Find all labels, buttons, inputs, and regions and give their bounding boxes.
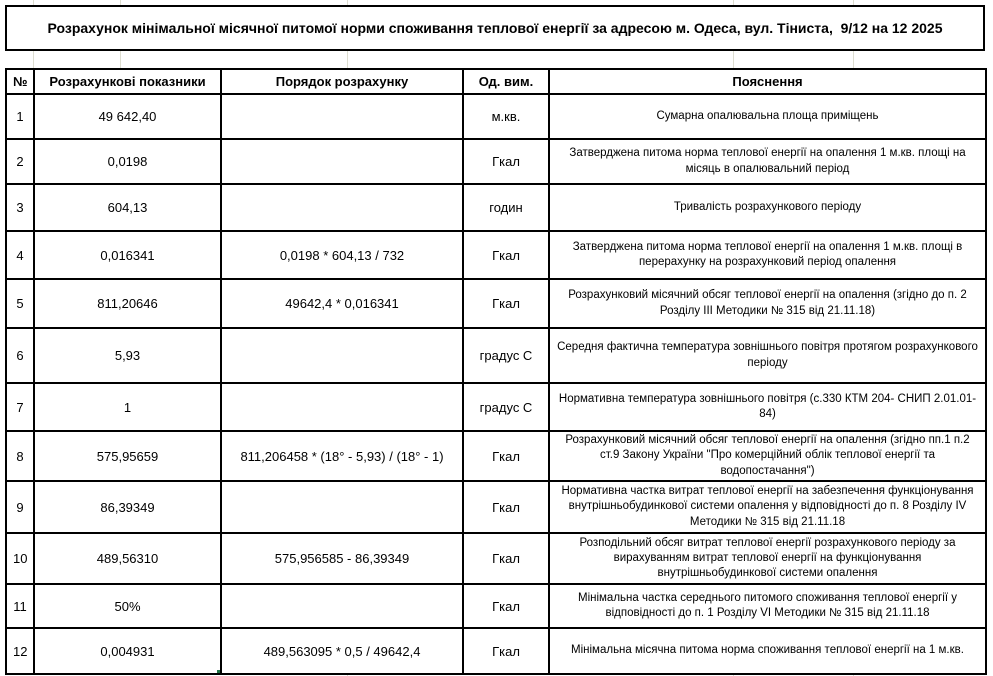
- cell-value[interactable]: 86,39349: [34, 481, 221, 533]
- table-header-row: [6, 69, 986, 94]
- cell-number[interactable]: 3: [6, 184, 34, 231]
- cell-unit[interactable]: м.кв.: [463, 94, 549, 139]
- sheet-title: Розрахунок мінімальної місячної питомої норми споживання теплової енергії за адресою м. Одеса, вул. Тіниста, 9/12 на 12 2025: [47, 20, 943, 36]
- cell-number[interactable]: 8: [6, 431, 34, 481]
- cell-text: 0,004931: [100, 643, 155, 659]
- cell-value[interactable]: 604,13: [34, 184, 221, 231]
- cell-value[interactable]: 0,016341: [34, 231, 221, 279]
- fill-handle-icon[interactable]: [216, 669, 221, 674]
- cell-formula[interactable]: [221, 383, 463, 431]
- cell-note[interactable]: Затверджена питома норма теплової енергії на опалення 1 м.кв. площі в перерахунку на розрахунковий період опалення: [549, 231, 986, 279]
- cell-note[interactable]: Нормативна частка витрат теплової енергії на забезпечення функціонування внутрішньобудинкової системи опалення у відповідності до п. 8 Розділу IV Методики № 315 від 21.11.18: [549, 481, 986, 533]
- cell-unit[interactable]: градус С: [463, 383, 549, 431]
- cell-value[interactable]: 1: [34, 383, 221, 431]
- cell-number[interactable]: 7: [6, 383, 34, 431]
- cell-formula[interactable]: [221, 584, 463, 628]
- header-procedure: Порядок розрахунку: [221, 69, 463, 94]
- cell-note[interactable]: Середня фактична температура зовнішнього повітря протягом розрахункового періоду: [549, 328, 986, 383]
- header-explanation: Пояснення: [549, 69, 986, 94]
- table-row: [6, 328, 986, 383]
- cell-number[interactable]: 4: [6, 231, 34, 279]
- cell-note[interactable]: Розподільний обсяг витрат теплової енергії розрахункового періоду за вирахуванням витрат теплової енергії на функціонування внутрішньобудинкової системи опалення: [549, 533, 986, 584]
- cell-unit[interactable]: Гкал: [463, 279, 549, 328]
- table-row: [6, 184, 986, 231]
- cell-unit[interactable]: градус С: [463, 328, 549, 383]
- cell-formula[interactable]: 575,956585 - 86,39349: [221, 533, 463, 584]
- cell-formula[interactable]: 811,206458 * (18° - 5,93) / (18° - 1): [221, 431, 463, 481]
- cell-number[interactable]: 1: [6, 94, 34, 139]
- cell-number[interactable]: 2: [6, 139, 34, 184]
- sheet-title-cell[interactable]: [5, 5, 985, 51]
- cell-number[interactable]: 11: [6, 584, 34, 628]
- cell-value[interactable]: 50%: [34, 584, 221, 628]
- cell-formula[interactable]: [221, 139, 463, 184]
- cell-unit[interactable]: годин: [463, 184, 549, 231]
- cell-number[interactable]: 6: [6, 328, 34, 383]
- header-number: №: [6, 69, 34, 94]
- cell-note[interactable]: Мінімальна частка середнього питомого споживання теплової енергії у відповідності до п. 1 Розділу VI Методики № 315 від 21.11.18: [549, 584, 986, 628]
- header-unit: Од. вим.: [463, 69, 549, 94]
- table-row: [6, 584, 986, 628]
- cell-formula[interactable]: 0,0198 * 604,13 / 732: [221, 231, 463, 279]
- cell-formula[interactable]: [221, 481, 463, 533]
- table-row: [6, 139, 986, 184]
- cell-formula[interactable]: [221, 94, 463, 139]
- table-row: [6, 533, 986, 584]
- header-indicators: Розрахункові показники: [34, 69, 221, 94]
- cell-unit[interactable]: Гкал: [463, 533, 549, 584]
- cell-unit[interactable]: Гкал: [463, 231, 549, 279]
- table-row: [6, 628, 986, 674]
- cell-unit[interactable]: Гкал: [463, 431, 549, 481]
- cell-unit[interactable]: Гкал: [463, 481, 549, 533]
- cell-value[interactable]: 49 642,40: [34, 94, 221, 139]
- cell-number[interactable]: 5: [6, 279, 34, 328]
- gridline: [33, 49, 34, 68]
- cell-note[interactable]: Нормативна температура зовнішнього повітря (с.330 КТМ 204- СНИП 2.01.01-84): [549, 383, 986, 431]
- cell-note[interactable]: Тривалість розрахункового періоду: [549, 184, 986, 231]
- table-row: [6, 431, 986, 481]
- gridline: [853, 49, 854, 68]
- selected-cell-value[interactable]: [34, 628, 221, 674]
- cell-note[interactable]: Мінімальна місячна питома норма споживання теплової енергії на 1 м.кв.: [549, 628, 986, 674]
- cell-formula[interactable]: 49642,4 * 0,016341: [221, 279, 463, 328]
- cell-unit[interactable]: Гкал: [463, 628, 549, 674]
- cell-formula[interactable]: [221, 184, 463, 231]
- table-row: [6, 383, 986, 431]
- cell-formula[interactable]: [221, 328, 463, 383]
- cell-formula[interactable]: 489,563095 * 0,5 / 49642,4: [221, 628, 463, 674]
- table-row: [6, 279, 986, 328]
- cell-value[interactable]: 811,20646: [34, 279, 221, 328]
- cell-value[interactable]: 575,95659: [34, 431, 221, 481]
- table-row: [6, 231, 986, 279]
- gridline: [347, 49, 348, 68]
- gridline: [120, 49, 121, 68]
- cell-unit[interactable]: Гкал: [463, 584, 549, 628]
- cell-number[interactable]: 9: [6, 481, 34, 533]
- cell-note[interactable]: Розрахунковий місячний обсяг теплової енергії на опалення (згідно пп.1 п.2 ст.9 Закону України "Про комерційний облік теплової енергії та водопостачання"): [549, 431, 986, 481]
- cell-unit[interactable]: Гкал: [463, 139, 549, 184]
- cell-note[interactable]: Сумарна опалювальна площа приміщень: [549, 94, 986, 139]
- cell-value[interactable]: 5,93: [34, 328, 221, 383]
- gridline: [733, 49, 734, 68]
- cell-note[interactable]: Затверджена питома норма теплової енергії на опалення 1 м.кв. площі на місяць в опалювальний період: [549, 139, 986, 184]
- cell-number[interactable]: 12: [6, 628, 34, 674]
- cell-value[interactable]: 489,56310: [34, 533, 221, 584]
- calculation-table: [5, 68, 987, 675]
- cell-note[interactable]: Розрахунковий місячний обсяг теплової енергії на опалення (згідно до п. 2 Розділу III Методики № 315 від 21.11.18): [549, 279, 986, 328]
- cell-number[interactable]: 10: [6, 533, 34, 584]
- cell-value[interactable]: 0,0198: [34, 139, 221, 184]
- table-row: [6, 481, 986, 533]
- table-row: [6, 94, 986, 139]
